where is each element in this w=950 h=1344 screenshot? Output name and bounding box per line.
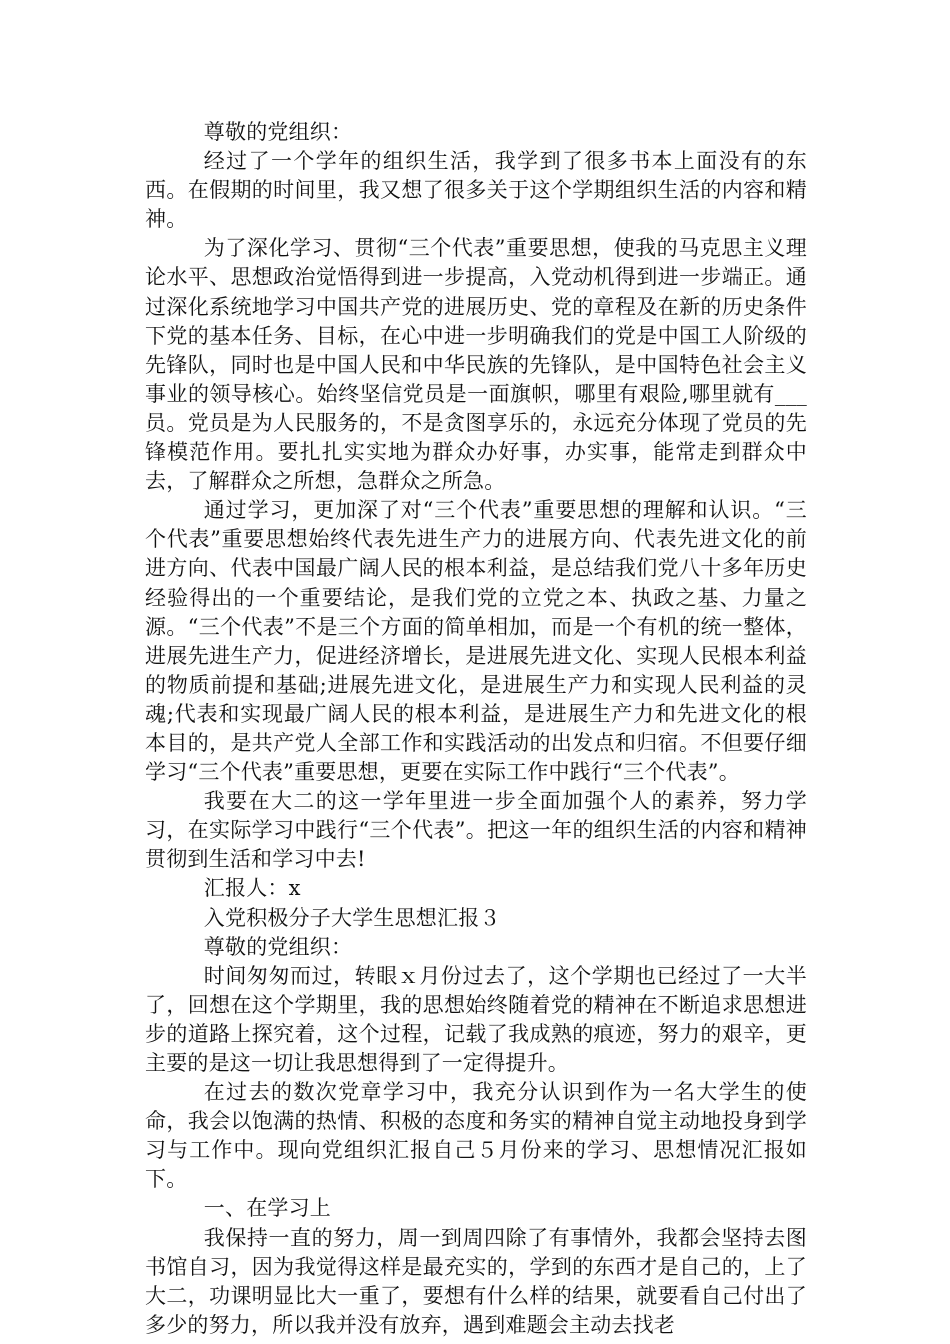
paragraph-sophomore-plan: 我要在大二的这一学年里进一步全面加强个人的素养，努力学习，在实际学习中践行“三个代表”。把这一年的组织生活的内容和精神贯彻到生活和学习中去! [145, 789, 807, 872]
salutation-2: 尊敬的党组织： [203, 934, 353, 959]
signature-line: 汇报人：x [203, 876, 301, 901]
document-body [145, 118, 807, 1340]
paragraph-three-represents-study: 为了深化学习、贯彻“三个代表”重要思想，使我的马克思主义理论水平、思想政治觉悟得到进一步提高，入党动机得到进一步端正。通过深化系统地学习中国共产党的进展历史、党的章程及在新的历史条件下党的基本任务、目标，在心中进一步明确我们的党是中国工人阶级的先锋队，同时也是中国人民和中华民族的先锋队，是中国特色社会主义事业的领导核心。始终坚信党员是一面旗帜，哪里有艰险,哪里就有___员。党员是为人民服务的，不是贪图享乐的，永远充分体现了党员的先锋模范作用。要扎扎实实地为群众办好事，办实事，能常走到群众中去，了解群众之所想，急群众之所急。 [145, 236, 807, 494]
report-title: 入党积极分子大学生思想汇报３ [203, 905, 501, 930]
paragraph-time-passes: 时间匆匆而过，转眼ｘ月份过去了，这个学期也已经过了一大半了，回想在这个学期里，我的思想始终随着党的精神在不断追求思想进步的道路上探究着，这个过程，记载了我成熟的痕迹，努力的艰辛，更主要的是这一切让我思想得到了一定得提升。 [145, 963, 807, 1075]
salutation: 尊敬的党组织： [203, 120, 353, 144]
paragraph-understanding: 通过学习，更加深了对“三个代表”重要思想的理解和认识。“三个代表”重要思想始终代表先进生产力的进展方向、代表先进文化的前进方向、代表中国最广阔人民的根本利益，是总结我们党八十多年历史经验得出的一个重要结论，是我们党的立党之本、执政之基、力量之源。“三个代表”不是三个方面的简单相加，而是一个有机的统一整体，进展先进生产力，促进经济增长，是进展先进文化、实现人民根本利益的物质前提和基础;进展先进文化，是进展生产力和实现人民利益的灵魂;代表和实现最广阔人民的根本利益，是进展生产力和先进文化的根本目的，是共产党人全部工作和实践活动的出发点和归宿。不但要仔细学习“三个代表”重要思想，更要在实际工作中践行“三个代表”。 [145, 498, 807, 785]
section-heading-study: 一、在学习上 [203, 1196, 331, 1221]
paragraph-party-study: 在过去的数次党章学习中，我充分认识到作为一名大学生的使命，我会以饱满的热情、积极的态度和务实的精神自觉主动地投身到学习与工作中。现向党组织汇报自己５月份来的学习、思想情况汇报如下。 [145, 1080, 807, 1192]
paragraph-intro: 经过了一个学年的组织生活，我学到了很多书本上面没有的东西。在假期的时间里，我又想了很多关于这个学期组织生活的内容和精神。 [145, 149, 807, 232]
paragraph-study-effort: 我保持一直的努力，周一到周四除了有事情外，我都会坚持去图书馆自习，因为我觉得这样是最充实的，学到的东西才是自己的，上了大二，功课明显比大一重了，要想有什么样的结果，就要看自己付出了多少的努力，所以我并没有放弃，遇到难题会主动去找老 [145, 1225, 807, 1337]
